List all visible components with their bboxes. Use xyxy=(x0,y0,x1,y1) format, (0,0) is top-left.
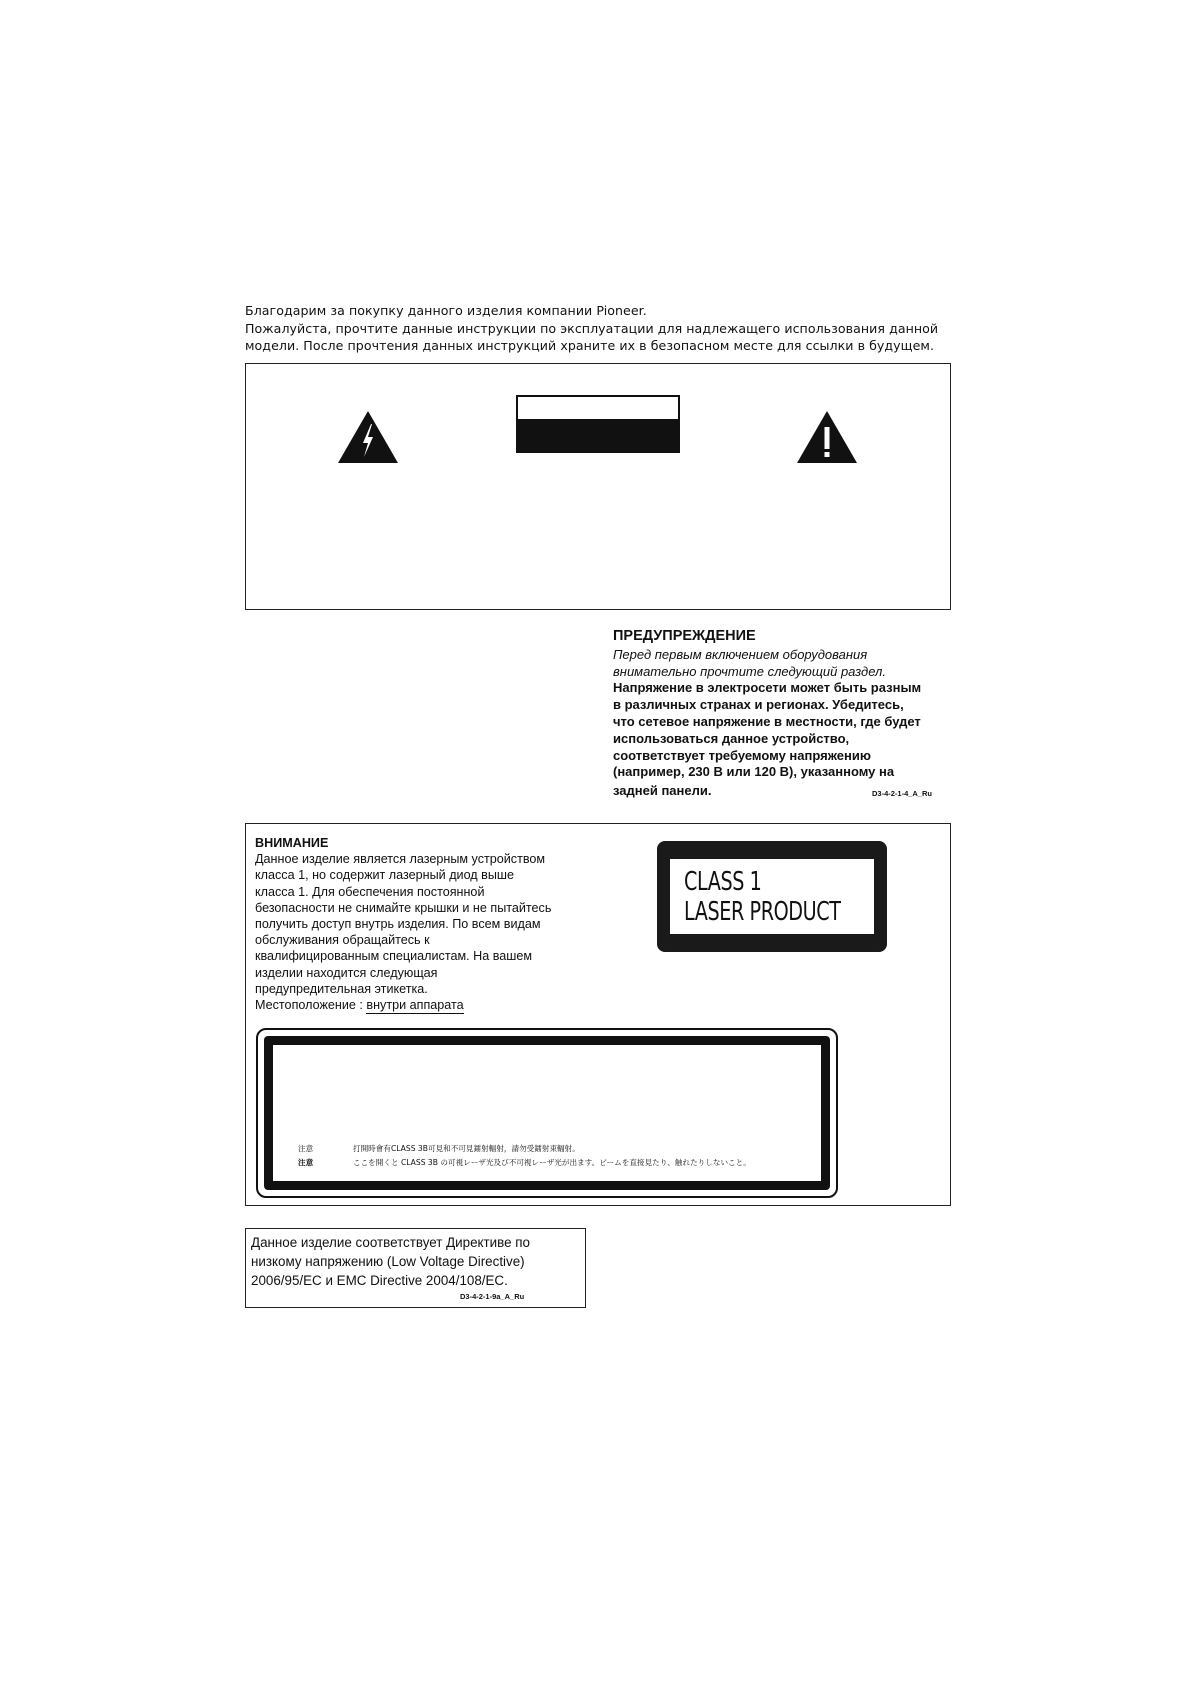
warning-bold-6: (например, 230 В или 120 В), указанному на xyxy=(613,764,895,780)
warning-code: D3-4-2-1-4_A_Ru xyxy=(872,789,933,799)
directive-text xyxy=(251,1233,581,1290)
warning-bold-1: Напряжение в электросети может быть разным xyxy=(613,680,922,696)
laser-label-line-1: CLASS 1 xyxy=(684,867,762,897)
directive-line-1: Данное изделие соответствует Директиве по xyxy=(251,1235,530,1250)
directive-line-2: низкому напряжению (Low Voltage Directive) xyxy=(251,1254,525,1269)
attention-line-7: квалифицированным специалистам. На вашем xyxy=(255,949,533,964)
jp-text-row-1: 打開時會有CLASS 3B可見和不可見鐳射輻射，請勿受鐳射束輻射。 xyxy=(353,1144,580,1153)
voltage-warning xyxy=(613,628,953,800)
class1-laser-label xyxy=(657,841,887,952)
intro-text xyxy=(245,302,965,355)
laser-label-line-2: LASER PRODUCT xyxy=(684,897,841,927)
attention-line-4: безопасности не снимайте крышки и не пытайтесь xyxy=(255,900,552,915)
warning-bold-3: что сетевое напряжение в местности, где будет xyxy=(613,713,921,729)
directive-code: D3-4-2-1-9a_A_Ru xyxy=(460,1292,525,1301)
warning-bold-5: соответствует требуемому напряжению xyxy=(613,747,871,763)
intro-line-3: модели. После прочтения данных инструкций храните их в безопасном месте для ссылки в будущем. xyxy=(245,338,934,353)
jp-head-2: 注意 xyxy=(298,1158,314,1167)
attention-title: ВНИМАНИЕ xyxy=(255,836,329,850)
warning-italic-1: Перед первым включением оборудования xyxy=(613,646,868,662)
location-value: внутри аппарата xyxy=(366,998,464,1013)
jp-head-1: 注意 xyxy=(298,1144,314,1153)
attention-line-1: Данное изделие является лазерным устройством xyxy=(255,852,546,867)
jp-label-row-2 xyxy=(298,1156,313,1170)
jp-label-row-1 xyxy=(298,1142,313,1156)
directive-line-3: 2006/95/EC и EMC Directive 2004/108/EC. xyxy=(251,1273,508,1288)
warning-bold-4: использоваться данное устройство, xyxy=(613,730,850,746)
attention-line-9: предупредительная этикетка. xyxy=(255,981,428,996)
warning-italic-2: внимательно прочтите следующий раздел. xyxy=(613,663,886,679)
exclamation-warning-icon xyxy=(796,410,858,464)
warning-title: ПРЕДУПРЕЖДЕНИЕ xyxy=(613,628,756,644)
warning-bold-7: задней панели. xyxy=(613,783,712,799)
intro-line-2: Пожалуйста, прочтите данные инструкции по эксплуатации для надлежащего использования данной xyxy=(245,320,939,336)
intro-line-1: Благодарим за покупку данного изделия компании Pioneer. xyxy=(245,303,647,318)
attention-line-3: класса 1. Для обеспечения постоянной xyxy=(255,884,485,899)
electric-shock-warning-icon xyxy=(337,410,399,464)
caution-banner xyxy=(516,395,680,453)
jp-text-row-2: ここを開くと CLASS 3B の可視レーザ光及び不可視レーザ光が出ます。ビームを直接見たり、触れたりしないこと。 xyxy=(353,1158,751,1167)
attention-line-6: обслуживания обращайтесь к xyxy=(255,933,430,948)
attention-line-8: изделии находится следующая xyxy=(255,965,438,980)
internal-laser-warning-label xyxy=(256,1028,838,1198)
warning-bold-2: в различных странах и регионах. Убедитесь, xyxy=(613,697,904,713)
attention-line-2: класса 1, но содержит лазерный диод выше xyxy=(255,868,515,883)
attention-text xyxy=(255,835,585,1013)
location-row xyxy=(255,997,585,1013)
attention-line-5: получить доступ внутрь изделия. По всем видам xyxy=(255,917,541,932)
location-label: Местоположение : xyxy=(255,998,363,1013)
